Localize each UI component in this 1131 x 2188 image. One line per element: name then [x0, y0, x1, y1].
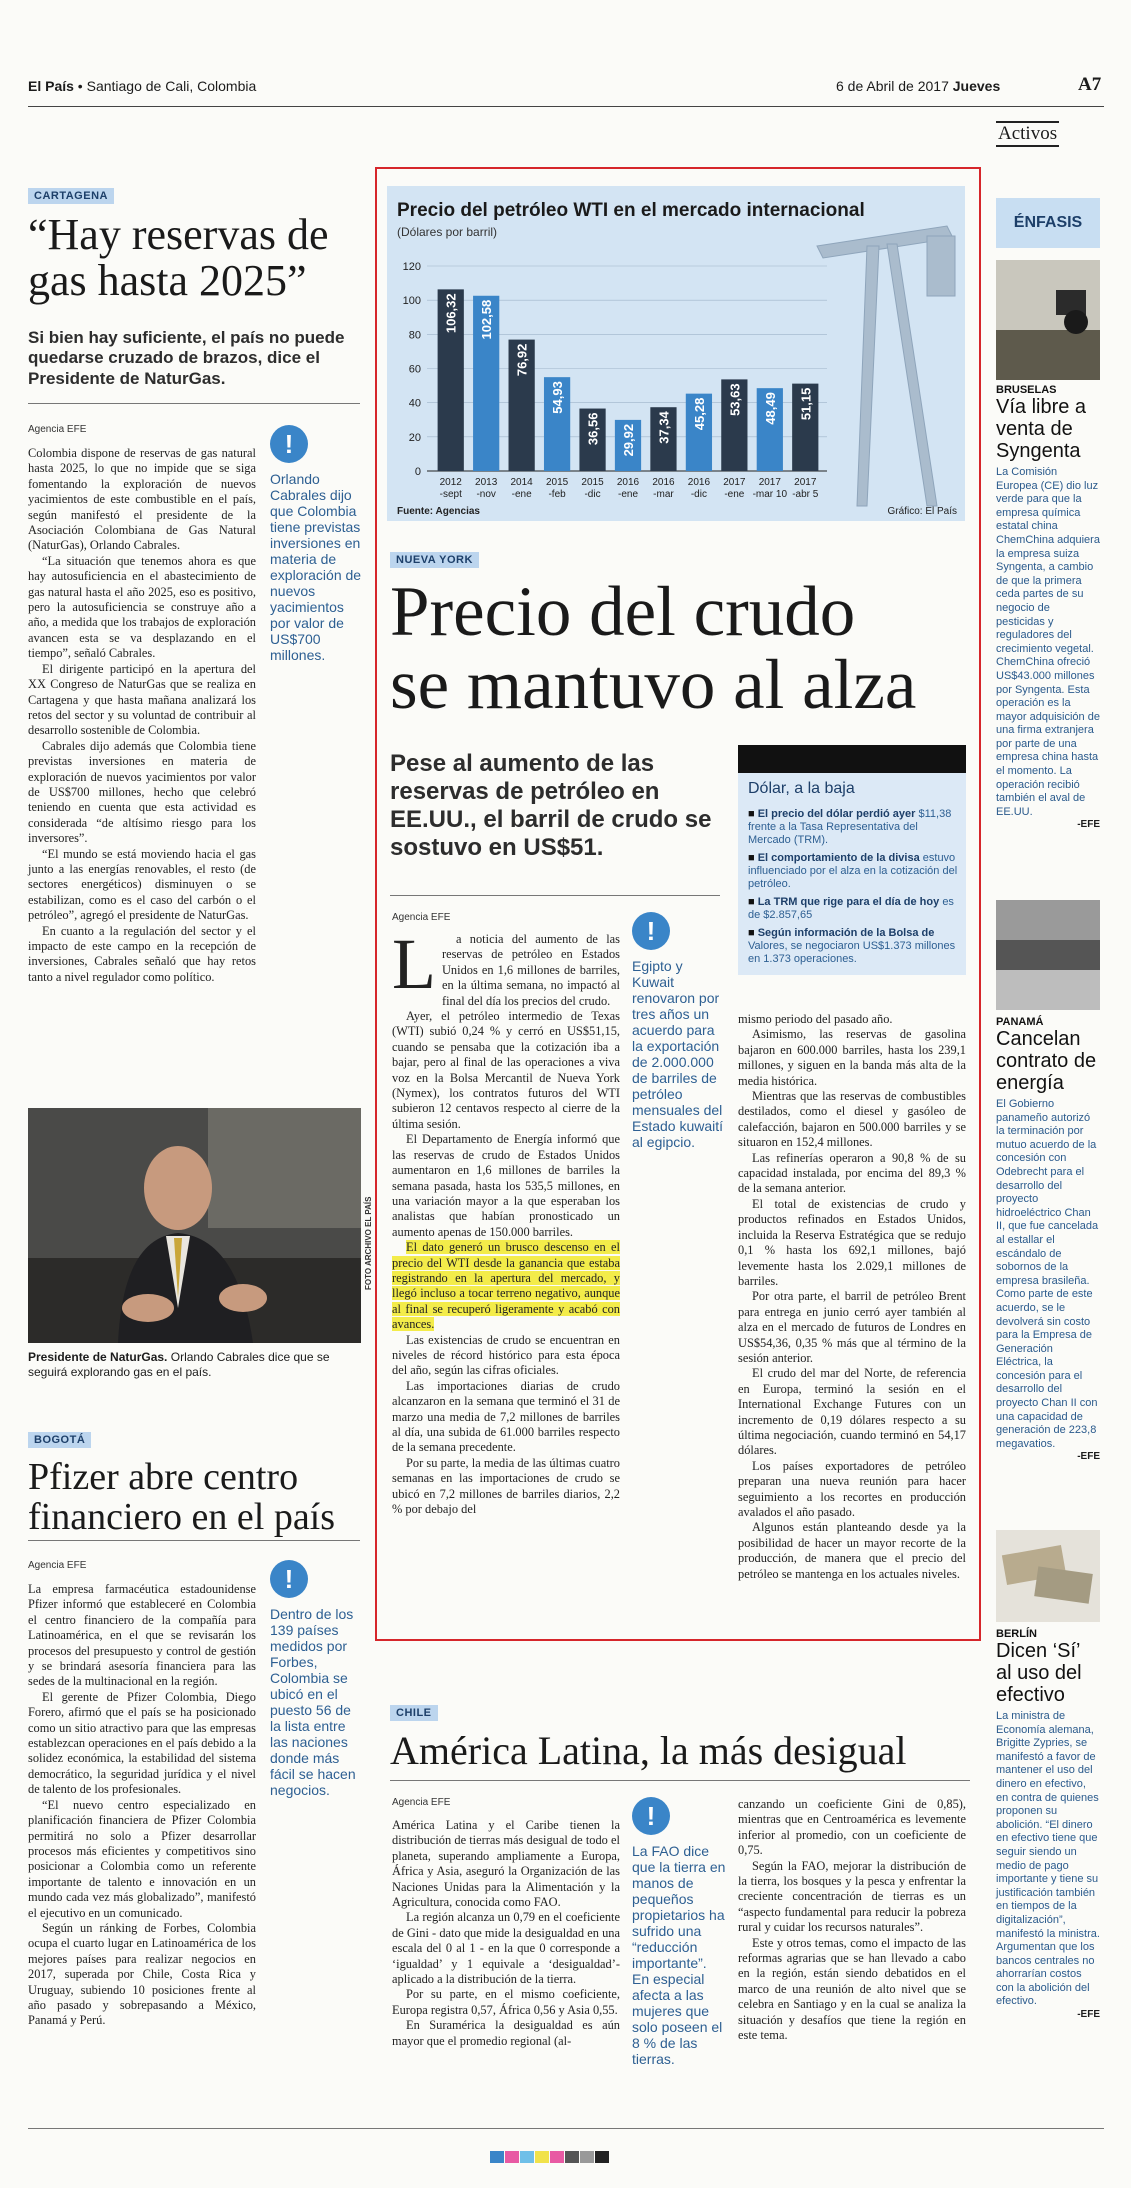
paragraph: América Latina y el Caribe tienen la distribución de tierras más desigual de todo el planeta, superando ampliamente a Europa, África y Asia, aseguró la Organización de las Naciones Unidas para la Alimentación y la Agricultura, conocida como FAO.	[392, 1818, 620, 1910]
paragraph: Por su parte, la media de las últimas cuatro semanas en las importaciones de crudo se ubicó en 7,2 millones de barriles diarios, 2,2 % por debajo del	[392, 1455, 620, 1517]
bars	[438, 289, 819, 500]
swatch	[565, 2151, 579, 2163]
paper-name: El País	[28, 78, 74, 94]
location: Santiago de Cali, Colombia	[86, 78, 257, 94]
tag-bogota: BOGOTÁ	[28, 1432, 91, 1448]
headline-line: se mantuvo al alza	[390, 646, 917, 724]
paragraph: Las existencias de crudo se encuentran en niveles de récord histórico para esta época del año, según las cifras oficiales.	[392, 1332, 620, 1378]
rule	[28, 403, 360, 404]
swatch	[580, 2151, 594, 2163]
chart-subtitle: (Dólares por barril)	[397, 225, 498, 239]
pullquote-america	[632, 1797, 727, 2067]
y-tick-label: 60	[408, 363, 421, 376]
rail-title: ÉNFASIS	[996, 198, 1100, 248]
x-tick-label: 2016 -dic	[687, 477, 711, 500]
tag-cartagena: CARTAGENA	[28, 188, 114, 204]
pullquote-text: La FAO dice que la tierra en manos de pequeños propietarios ha sufrido una “reducción importante”. En especial afecta a las mujeres que solo poseen el 8 % de las tierras.	[632, 1843, 726, 2067]
sidebar-item-bold: La TRM que rige para el día de hoy	[757, 896, 940, 908]
credit-america: Agencia EFE	[392, 1797, 451, 1808]
rule	[28, 1540, 360, 1541]
date: 6 de Abril de 2017	[836, 78, 949, 94]
sidebar-item-bold: Según información de la Bolsa de	[757, 927, 935, 939]
caption-text: Orlando Cabrales dice que se seguirá explorando gas en el país.	[28, 1350, 330, 1379]
oil-price-chart	[387, 186, 965, 521]
highlighted-paragraph	[392, 1240, 620, 1332]
sidebar-item-text: Valores, se negociaron US$1.373 millones en 1.373 operaciones.	[748, 940, 956, 965]
rule	[390, 1780, 970, 1781]
header-rule	[28, 106, 1104, 107]
tag-chile: CHILE	[390, 1705, 438, 1721]
caption-bold: Presidente de NaturGas.	[28, 1350, 168, 1364]
swatch	[490, 2151, 504, 2163]
exclamation-icon: !	[270, 1560, 308, 1598]
pumpjack-icon	[817, 226, 955, 506]
sidebar-item: ■ El comportamiento de la divisa estuvo influenciado por el alza en la cotización del petróleo.	[748, 852, 958, 890]
x-tick-label: 2014 -ene	[510, 477, 533, 500]
sidebar-items	[748, 808, 962, 966]
rule	[390, 895, 720, 896]
body-gas	[28, 446, 256, 985]
y-tick-label: 0	[414, 466, 421, 478]
highlight-text: El dato generó un brusco descenso en el precio del WTI desde la ganancia que estaba registrando en la apertura del mercado, y llegó incluso a tocar terreno negativo, aunque al final se recuperó ligeramente y acabó con avances.	[392, 1240, 620, 1332]
chart-graphic-credit: Gráfico: El País	[887, 506, 957, 517]
rail-photo-cash	[996, 1530, 1100, 1622]
x-tick-label: 2012 -sept	[439, 477, 462, 500]
portrait-illustration	[28, 1108, 361, 1343]
pullquote-pfizer	[270, 1560, 365, 1798]
paragraph: El crudo del mar del Norte, de referencia en Europa, terminó la sesión en el International Exchange Futures con un incremento de 0,19 dólares respecto a su última negociación, cuando terminó en 54,17 dólares.	[738, 1366, 966, 1458]
weekday: Jueves	[952, 78, 1001, 94]
rail-photo-tractor	[996, 260, 1100, 380]
y-tick-label: 20	[408, 431, 421, 444]
dropcap: L	[392, 924, 436, 1004]
sidebar-item: ■ La TRM que rige para el día de hoy es de $2.857,65	[748, 896, 954, 921]
sidebar-title: Dólar, a la baja	[748, 780, 855, 797]
rail-headline: Cancelan contrato de energía	[996, 1028, 1097, 1094]
bar-value-label: 51,15	[798, 387, 814, 421]
paragraph: Este y otros temas, como el impacto de las reformas agrarias que se han llevado a cabo en la región, están siendo debatidos en el marco de una reunión de alto nivel que se celebra en Santiago y en la cual se analiza la situación y desafíos que tiene la región en este tema.	[738, 1935, 966, 2043]
banknotes-illustration	[996, 1530, 1100, 1622]
y-tick-label: 100	[402, 295, 421, 308]
rail-item-2	[996, 1016, 1100, 1462]
rail-credit: -EFE	[1077, 1451, 1100, 1463]
rail-item-1	[996, 384, 1100, 830]
sidebar-item: ■ El precio del dólar perdió ayer $11,38 frente a la Tasa Representativa del Mercado (TRM).	[748, 808, 952, 846]
rail-body: El Gobierno panameño autorizó la terminación por mutuo acuerdo de la concesión con Odebrecht para el desarrollo del proyecto hidroeléctrico Chan II, que fue cancelada al estallar el escándalo de sobornos de la empresa brasileña. Como parte de este acuerdo, se le devolverá sin costo para la Empresa de Generación Eléctrica, la concesión para el desarrollo del proyecto Chan II con una capacidad de generación de 223,8 megavatios.	[996, 1098, 1099, 1450]
bar-value-label: 36,56	[585, 412, 601, 446]
exclamation-icon: !	[270, 425, 308, 463]
paragraph: Las refinerías operaron a 90,8 % de su capacidad instalada, por encima del 89,3 % de la semana anterior.	[738, 1150, 966, 1196]
swatch	[535, 2151, 549, 2163]
pullquote-crudo	[632, 912, 727, 1150]
rail-item-3	[996, 1628, 1100, 2020]
x-tick-label: 2016 -ene	[616, 477, 640, 500]
building-illustration	[996, 900, 1100, 1010]
bar-value-label: 48,49	[762, 392, 778, 425]
bar-value-label: 76,92	[514, 343, 530, 377]
dek-gas: Si bien hay suficiente, el país no puede quedarse cruzado de brazos, dice el Presidente de NaturGas.	[28, 328, 345, 388]
x-tick-label: 2015 -feb	[545, 477, 569, 500]
body-america-col2	[738, 1797, 966, 2044]
bar-value-label: 54,93	[550, 381, 566, 414]
body-crudo-col2	[738, 1012, 966, 1582]
bar-value-label: 37,34	[656, 411, 672, 444]
paragraph: Algunos están planteando desde ya la posibilidad de hacer un mayor recorte de la producción, de manera que el precio del petróleo se mantenga en los actuales niveles.	[738, 1520, 966, 1581]
paragraph: En Suramérica la desigualdad es aún mayor que el promedio regional (al-	[392, 2018, 620, 2048]
rail-headline: Dicen ‘Sí’ al uso del efectivo	[996, 1640, 1082, 1706]
y-tick-label: 120	[402, 261, 421, 273]
photo-cabrales	[28, 1108, 361, 1343]
rail-city: BRUSELAS	[996, 384, 1057, 396]
body-crudo-col1	[392, 924, 620, 1517]
paragraph: Ayer, el petróleo intermedio de Texas (WTI) subió 0,24 % y cerró en US$51,15, cuando se pensaba que la cotización iba a bajar, pero al final de las operaciones a viva voz en la Bolsa Mercantil de Nueva York (Nymex), los contratos futuros del WTI subieron 12 centavos respecto al cierre de la última sesión.	[392, 1009, 620, 1131]
x-tick-label: 2013 -nov	[475, 477, 498, 500]
section-name: Activos	[996, 121, 1059, 147]
paragraph: El total de existencias de crudo y productos refinados en Estados Unidos, incluida la Reserva Estratégica que se redujo 0,1 % hasta los 692,1 millones, bajó levemente hasta los 2.029,1 millones de barriles.	[738, 1196, 966, 1288]
x-tick-label: 2015 -dic	[581, 477, 604, 500]
sidebar-item-text: $11,38 frente a la Tasa Representativa del Mercado (TRM).	[748, 808, 952, 846]
credit-gas: Agencia EFE	[28, 424, 87, 435]
paragraph: mismo periodo del pasado año.	[738, 1012, 893, 1026]
paragraph: Por otra parte, el barril de petróleo Brent para entrega en junio cerró ayer también al alza en el mercado de futuros de Londres en US$54,36, 0,35 % más que al término de la sesión anterior.	[738, 1289, 966, 1365]
paragraph: La región alcanza un 0,79 en el coeficiente de Gini - dato que mide la desigualdad en una escala del 0 al 1 - en la que 0 corresponde a ‘igualdad’ y 1 equivale a ‘desigualdad’- aplicado a la distribución de la tierra.	[392, 1910, 620, 1987]
headline-pfizer: Pfizer abre centro financiero en el país	[28, 1456, 336, 1538]
exclamation-icon: !	[632, 912, 670, 950]
paragraph: Según un ránking de Forbes, Colombia ocupa el cuarto lugar en Latinoamérica de los mejores países para realizar negocios en 2017, superada por Chile, Costa Rica y Uruguay, subiendo 10 posiciones frente al año pasado y sobrepasando a México, Panamá y Perú.	[28, 1920, 256, 2028]
rail-credit: -EFE	[1077, 819, 1100, 831]
headline-line: Precio del crudo	[390, 573, 856, 651]
paragraph: El gerente de Pfizer Colombia, Diego Forero, afirmó que el país se ha posicionado como un sitio atractivo para que las empresas establezcan operaciones en el país debido a la solidez económica, la estabilidad del sistema democrático, la seguridad jurídica y el nivel de talento de los profesionales.	[28, 1689, 256, 1797]
body-pfizer	[28, 1582, 256, 2029]
rail-photo-building	[996, 900, 1100, 1010]
bar-value-label: 45,28	[691, 397, 707, 431]
rail-city: BERLÍN	[996, 1628, 1037, 1640]
chart-source: Fuente: Agencias	[397, 506, 480, 517]
rail-body: La ministra de Economía alemana, Brigitte Zypries, se manifestó a favor de mantener el uso del dinero en efectivo, en contra de quienes proponen su abolición. “El dinero en efectivo tiene que seguir siendo un medio de pago importante y tiene su justificación también en tiempos de la digitalización”, manifestó la ministra. Argumentan que los bancos centrales no ahorrarían costos con la abolición del efectivo.	[996, 1710, 1100, 2008]
tractor-illustration	[996, 260, 1100, 380]
paragraph: Las importaciones diarias de crudo alcanzaron en la semana que terminó el 31 de marzo una media de 7,2 millones de barriles al día, una subida de 61.000 barriles respecto de la semana precedente.	[392, 1378, 620, 1455]
paragraph: Cabrales dijo además que Colombia tiene previstas inversiones en materia de exploración de nuevos yacimientos por valor de US$700 millones, hecho que celebró teniendo en cuenta que esta actividad es considerada “de altísimo riesgo para los inversores”.	[28, 738, 256, 846]
paragraph: “El mundo se está moviendo hacia el gas junto a las energías renovables, el resto (de sectores energéticos) disminuyen o se estabilizan, como es el caso del carbón o el petróleo”, agregó el presidente de NaturGas.	[28, 846, 256, 923]
x-tick-label: 2016 -mar	[652, 477, 675, 500]
swatch	[520, 2151, 534, 2163]
sidebar-item-text: estuvo influenciado por el alza en la cotización del petróleo.	[748, 852, 958, 890]
bar-value-label: 102,58	[479, 299, 495, 340]
credit-crudo: Agencia EFE	[392, 912, 451, 923]
chart-svg	[387, 186, 965, 521]
pullquote-text: Orlando Cabrales dijo que Colombia tiene previstas inversiones en materia de exploración de nuevos yacimientos por valor de US$700 millones.	[270, 471, 362, 663]
headline-america: América Latina, la más desigual	[390, 1728, 907, 1773]
rail-city: PANAMÁ	[996, 1016, 1044, 1028]
paragraph: Colombia dispone de reservas de gas natural hasta 2025, lo que no impide que se siga fomentando la exploración de nuevos yacimientos de este combustible en el país, según manifestó el presidente de la Asociación Colombiana de Gas Natural (NaturGas), Orlando Cabrales.	[28, 446, 256, 553]
paragraph: Mientras que las reservas de combustibles destilados, como el diesel y gasóleo de calefacción, bajaron en 500.000 barriles y se situaron en 152,4 millones.	[738, 1089, 966, 1150]
paragraph: Según la FAO, mejorar la distribución de la tierra, los bosques y la pesca y enfrentar la creciente concentración de tierras es un “aspecto fundamental para reducir la pobreza rural y cuidar los recursos naturales”.	[738, 1858, 966, 1935]
swatch	[505, 2151, 519, 2163]
tag-nueva-york: NUEVA YORK	[390, 552, 479, 568]
bar-value-label: 106,32	[443, 293, 459, 334]
bar-value-label: 53,63	[727, 383, 743, 416]
paragraph: En cuanto a la regulación del sector y el impacto de este campo en la recepción de inversiones, Cabrales señaló que hay retos tanto a nivel regulador como político.	[28, 923, 256, 984]
photo-credit: FOTO ARCHIVO EL PAÍS	[364, 1196, 373, 1290]
paragraph: “La situación que tenemos ahora es que hay autosuficiencia en el abastecimiento de gas natural hasta el año 2025, eso es positivo, pero la autosuficiencia se construye año a año, a medida que los trabajos de exploración avancen esta se va desplazando en el tiempo”, señaló Cabrales.	[28, 553, 256, 661]
page-number: A7	[1078, 74, 1102, 95]
paragraph: Los países exportadores de petróleo preparan una nueva reunión para hacer seguimiento a los recortes en producción avalados el año pasado.	[738, 1458, 966, 1519]
footer-rule	[28, 2128, 1104, 2129]
paragraph: El Departamento de Energía informó que las reservas de crudo de Estados Unidos aumentaron en 1,6 millones de barriles la semana pasada, hasta los 535,5 millones, en una variación mayor a la que esperaban los analistas que habían pronosticado un aumento apenas de 150.000 barriles.	[392, 1132, 620, 1239]
paragraph: El dirigente participó en la apertura del XX Congreso de NaturGas que se realiza en Cartagena y que hasta mañana analizará los retos del sector y su voluntad de contribuir al desarrollo sostenible de Colombia.	[28, 661, 256, 738]
dek-crudo: Pese al aumento de las reservas de petróleo en EE.UU., el barril de crudo se sostuvo en US$51.	[390, 750, 712, 861]
exclamation-icon: !	[632, 1797, 670, 1835]
paragraph: La empresa farmacéutica estadounidense Pfizer informó que estableceré en Colombia el centro financiero de la compañía para Latinoamérica, en el que se revisarán los procesos del presupuesto y control de gestión y se brindará asesoría financiera para las sedes de la multinacional en la región.	[28, 1582, 256, 1689]
sidebar-item-bold: El precio del dólar perdió ayer	[757, 808, 916, 820]
rail-credit: -EFE	[1077, 2009, 1100, 2021]
chart-title: Precio del petróleo WTI en el mercado internacional	[397, 200, 865, 221]
bar-value-label: 29,92	[621, 423, 636, 457]
x-tick-label: 2017 -mar 10	[752, 477, 788, 500]
x-tick-label: 2017 -ene	[723, 477, 746, 500]
body-america-col1	[392, 1818, 620, 2049]
paragraph: Por su parte, en el mismo coeficiente, Europa registra 0,57, África 0,56 y Asia 0,55.	[392, 1987, 620, 2017]
pullquote-text: Egipto y Kuwait renovaron por tres años un acuerdo para la exportación de 2.000.000 de barriles de petróleo mensuales del Estado kuwaití al egipcio.	[632, 958, 724, 1150]
swatch	[595, 2151, 609, 2163]
sidebar-header-bar	[738, 745, 966, 773]
paragraph: Asimismo, las reservas de gasolina bajaron en 600.000 barriles, hasta los 239,1 millones, y siguen en la banda más alta de la media histórica.	[738, 1027, 966, 1088]
rail-body: La Comisión Europea (CE) dio luz verde para que la empresa química estatal china ChemChina adquiera la empresa suiza Syngenta, a cambio de que la primera ceda partes de su negocio de pesticidas y reguladores del crecimiento vegetal. ChemChina ofreció US$43.000 millones por Syngenta. Esta operación es la mayor adquisición de una firma extranjera por parte de una empresa china hasta el momento. La operación recibió también el aval de EE.UU.	[996, 466, 1100, 818]
credit-pfizer: Agencia EFE	[28, 1560, 87, 1571]
pullquote-text: Dentro de los 139 países medidos por Forbes, Colombia se ubicó en el puesto 56 de la lista entre las naciones donde más fácil se hacen negocios.	[270, 1606, 356, 1798]
photo-caption	[28, 1350, 361, 1380]
registration-marks	[490, 2150, 610, 2168]
swatch	[550, 2151, 564, 2163]
sidebar-item: ■ Según información de la Bolsa de Valores, se negociaron US$1.373 millones en 1.373 operaciones.	[748, 927, 956, 965]
paragraph: canzando un coeficiente Gini de 0,85), mientras que en Centroamérica es levemente inferior al promedio, con un coeficiente de 0,75.	[738, 1797, 966, 1858]
headline-crudo	[390, 573, 970, 724]
sidebar-item-bold: El comportamiento de la divisa	[757, 852, 920, 864]
y-tick-label: 40	[408, 397, 421, 410]
paragraph: a noticia del aumento de las reservas de petróleo en Estados Unidos en 1,6 millones de barriles, en la última semana, no impactó al final del día los precios del crudo.	[441, 932, 620, 1008]
rail-headline: Vía libre a venta de Syngenta	[996, 396, 1087, 462]
y-tick-label: 80	[408, 329, 421, 342]
pullquote-gas	[270, 425, 365, 663]
paragraph: “El nuevo centro especializado en planificación financiera de Pfizer Colombia permitirá no solo a Pfizer desarrollar procesos más eficientes y competitivos sino posicionar a Colombia como un referente importante de talento e innovación en un mundo cada vez más globalizado”, manifestó el ejecutivo en un comunicado.	[28, 1797, 256, 1920]
x-tick-label: 2017 -abr 5	[792, 477, 819, 500]
headline-gas: “Hay reservas de gas hasta 2025”	[28, 210, 329, 306]
sidebar-item-text: es de $2.857,65	[748, 896, 954, 921]
